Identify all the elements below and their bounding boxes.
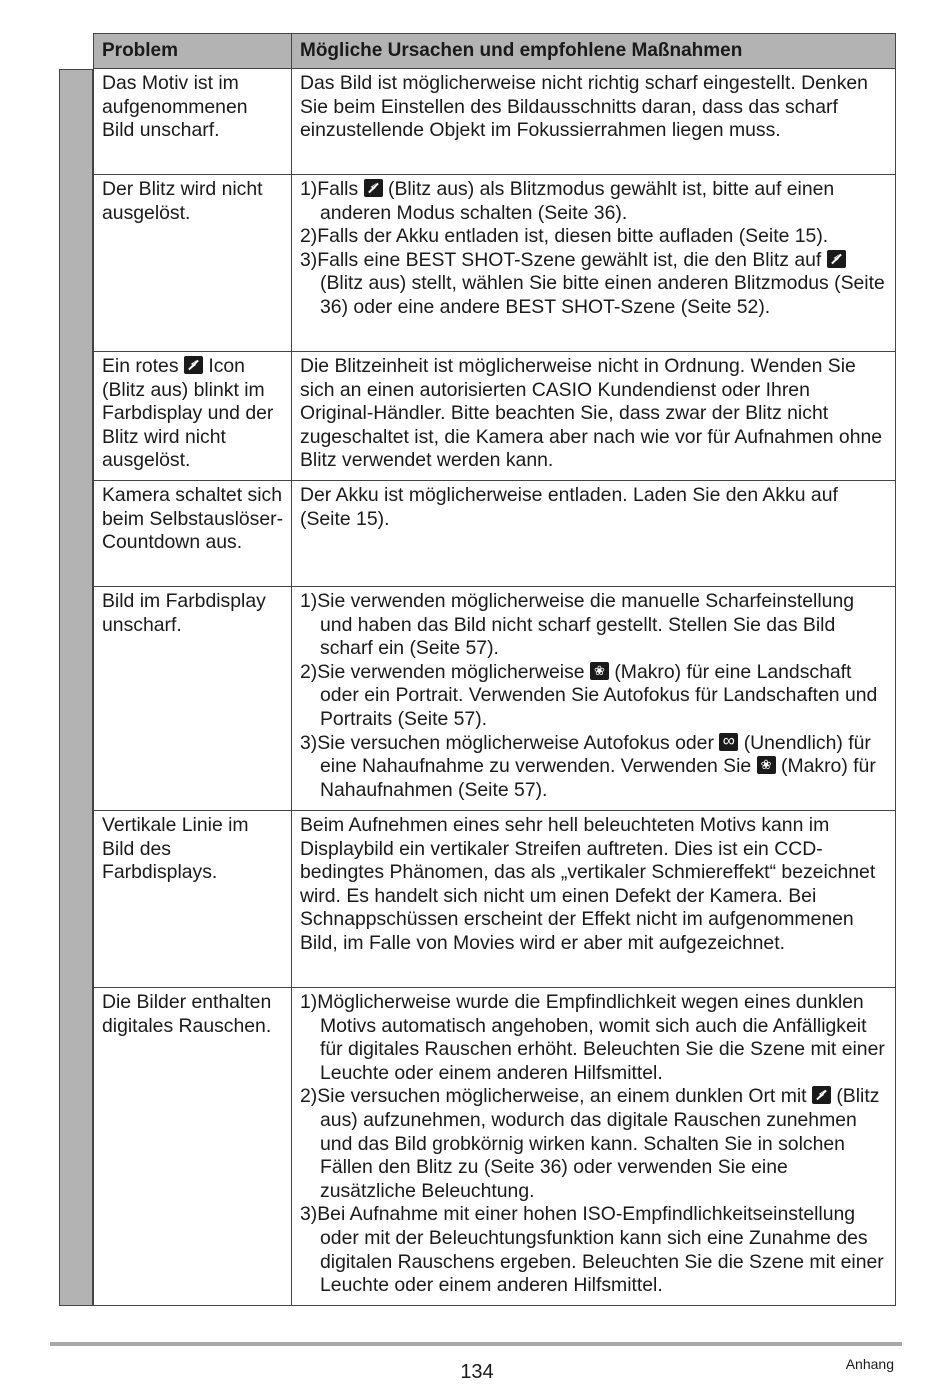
list-item: 2)Falls der Akku entladen ist, diesen bitte aufladen (Seite 15). [300, 225, 829, 248]
list-item: 1)Sie verwenden möglicherweise die manuelle Scharfeinstellung und haben das Bild nicht scharf gestellt. Stellen Sie das Bild scharf ein (Seite 57). [300, 590, 855, 660]
solution-cell: Der Akku ist möglicherweise entladen. Laden Sie den Akku auf (Seite 15). [292, 481, 896, 587]
solution-cell [292, 988, 896, 1306]
solution-list [300, 590, 888, 802]
list-item: 2)Sie verwenden möglicherweise ❀ (Makro) für eine Landschaft oder ein Portrait. Verwenden Sie Autofokus für Landschaften und Portraits (Seite 57). [300, 661, 888, 732]
solution-cell: Die Blitzeinheit ist möglicherweise nicht in Ordnung. Wenden Sie sich an einen autorisierten CASIO Kundendienst oder Ihren Original-Händler. Bitte beachten Sie, dass zwar der Blitz nicht zugeschaltet ist, die Kamera aber nach wie vor für Aufnahmen ohne Blitz verwendet werden kann. [292, 352, 896, 481]
table-header-row [94, 34, 896, 69]
section-name: Anhang [845, 1356, 894, 1372]
flash-off-icon [827, 250, 846, 268]
footer-rule [50, 1342, 902, 1346]
table-row [94, 587, 896, 811]
problem-cell: Ein rotes ⚡ Icon (Blitz aus) blinkt im Farbdisplay und der Blitz wird nicht ausgelöst. [94, 352, 292, 481]
solution-list [300, 178, 888, 320]
solution-list [300, 991, 888, 1298]
table-row [94, 481, 896, 587]
flash-off-icon [812, 1086, 831, 1104]
problem-cell: Die Bilder enthalten digitales Rauschen. [94, 988, 292, 1306]
problem-cell: Der Blitz wird nicht ausgelöst. [94, 175, 292, 352]
problem-cell: Kamera schaltet sich beim Selbstauslöser-Countdown aus. [94, 481, 292, 587]
table-row [94, 69, 896, 175]
solution-cell: Das Bild ist möglicherweise nicht richtig scharf eingestellt. Denken Sie beim Einstellen des Bildausschnitts daran, dass das scharf einzustellende Objekt im Fokussierrahmen liegen muss. [292, 69, 896, 175]
problem-cell: Bild im Farbdisplay unscharf. [94, 587, 292, 811]
flash-off-icon [364, 179, 383, 197]
flash-off-icon [184, 356, 203, 374]
section-tab-bar [59, 69, 93, 1306]
list-item: 1)Möglicherweise wurde die Empfindlichkeit wegen eines dunklen Motivs automatisch angehoben, womit sich auch die Anfälligkeit für digitales Rauschen erhöht. Beleuchten Sie die Szene mit einer Leuchte oder einem anderen Hilfsmittel. [300, 991, 885, 1084]
page-number: 134 [460, 1361, 494, 1383]
macro-icon [590, 662, 609, 680]
problem-cell: Das Motiv ist im aufgenommenen Bild unscharf. [94, 69, 292, 175]
list-item: 3)Sie versuchen möglicherweise Autofokus oder ∞ (Unendlich) für eine Nahaufnahme zu verwenden. Verwenden Sie ❀ (Makro) für Nahaufnahmen (Seite 57). [300, 732, 888, 803]
header-problem: Problem [94, 34, 292, 69]
solution-cell: Beim Aufnehmen eines sehr hell beleuchteten Motivs kann im Displaybild ein vertikaler Streifen auftreten. Dies ist ein CCD-bedingtes Phänomen, das als „vertikaler Schmiereffekt“ bezeichnet wird. Es handelt sich nicht um einen Defekt der Kamera. Bei Schnappschüssen erscheint der Effekt nicht im aufgenommenen Bild, im Falle von Movies wird er aber mit aufgezeichnet. [292, 811, 896, 988]
troubleshooting-table [93, 33, 896, 1306]
macro-icon [757, 756, 776, 774]
table-row [94, 175, 896, 352]
list-item: 1)Falls ⚡ (Blitz aus) als Blitzmodus gewählt ist, bitte auf einen anderen Modus schalten (Seite 36). [300, 178, 888, 225]
solution-cell [292, 175, 896, 352]
table-row [94, 352, 896, 481]
solution-cell [292, 587, 896, 811]
table-row [94, 811, 896, 988]
list-item: 3)Falls eine BEST SHOT-Szene gewählt ist, die den Blitz auf ⚡ (Blitz aus) stellt, wählen Sie bitte einen anderen Blitzmodus (Seite 36) oder eine andere BEST SHOT-Szene (Seite 52). [300, 249, 888, 320]
infinity-icon [719, 733, 738, 751]
problem-cell: Vertikale Linie im Bild des Farbdisplays. [94, 811, 292, 988]
header-causes: Mögliche Ursachen und empfohlene Maßnahmen [292, 34, 896, 69]
list-item: 3)Bei Aufnahme mit einer hohen ISO-Empfindlichkeitseinstellung oder mit der Beleuchtungsfunktion kann sich eine Zunahme des digitalen Rauschens ergeben. Beleuchten Sie die Szene mit einer Leuchte oder einem anderen Hilfsmittel. [300, 1203, 884, 1297]
table-row [94, 988, 896, 1306]
list-item: 2)Sie versuchen möglicherweise, an einem dunklen Ort mit ⚡ (Blitz aus) aufzunehmen, wodurch das digitale Rauschen zunehmen und das Bild grobkörnig wirken kann. Schalten Sie in solchen Fällen den Blitz zu (Seite 36) oder verwenden Sie eine zusätzliche Beleuchtung. [300, 1085, 888, 1203]
